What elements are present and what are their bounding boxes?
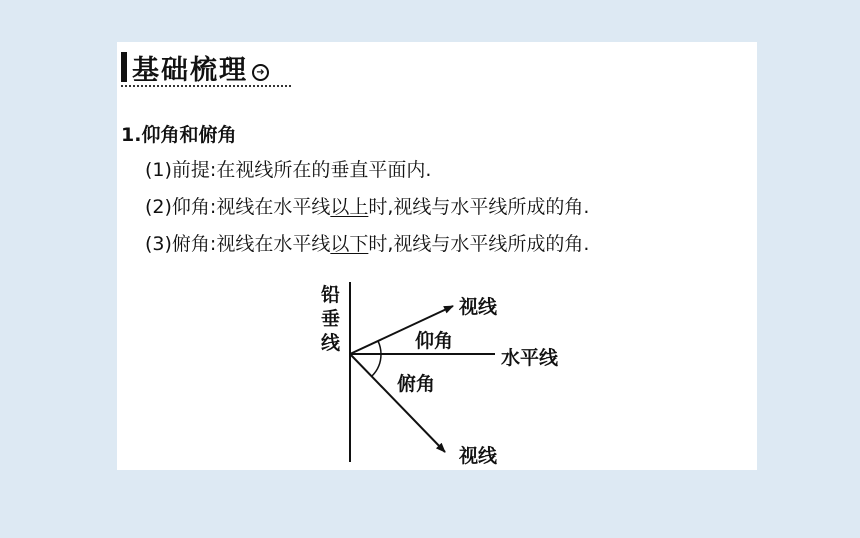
- angle-diagram: [117, 42, 757, 470]
- elevation-before: 视线在水平线: [216, 196, 331, 218]
- premise-text: 在视线所在的垂直平面内.: [216, 159, 432, 181]
- slide-panel: [117, 42, 757, 470]
- upper-sightline-label: 视线: [459, 296, 498, 318]
- vertical-label-char-3: 线: [321, 332, 341, 354]
- elevation-arc: [378, 341, 381, 354]
- circle-arrow-right-icon[interactable]: ➜: [252, 64, 269, 81]
- vertical-label-char-1: 铅: [321, 284, 341, 306]
- depression-prefix: (3)俯角:: [145, 233, 217, 255]
- vertical-label-char-2: 垂: [321, 308, 341, 330]
- depression-after: 时,视线与水平线所成的角.: [368, 233, 590, 255]
- elevation-blank: 以上: [330, 196, 369, 218]
- elevation-prefix: (2)仰角:: [145, 196, 217, 218]
- depression-blank: 以下: [330, 233, 369, 255]
- horizontal-line-label: 水平线: [501, 347, 559, 369]
- lower-sightline: [350, 354, 445, 452]
- depression-before: 视线在水平线: [216, 233, 331, 255]
- elevation-angle-label: 仰角: [415, 330, 454, 352]
- lower-sightline-label: 视线: [459, 445, 498, 467]
- section-title: 1.仰角和俯角: [121, 124, 237, 146]
- elevation-after: 时,视线与水平线所成的角.: [368, 196, 590, 218]
- depression-arc: [372, 354, 381, 376]
- depression-angle-label: 俯角: [397, 373, 436, 395]
- heading-title: 基础梳理: [132, 54, 248, 86]
- premise-prefix: (1)前提:: [145, 159, 217, 181]
